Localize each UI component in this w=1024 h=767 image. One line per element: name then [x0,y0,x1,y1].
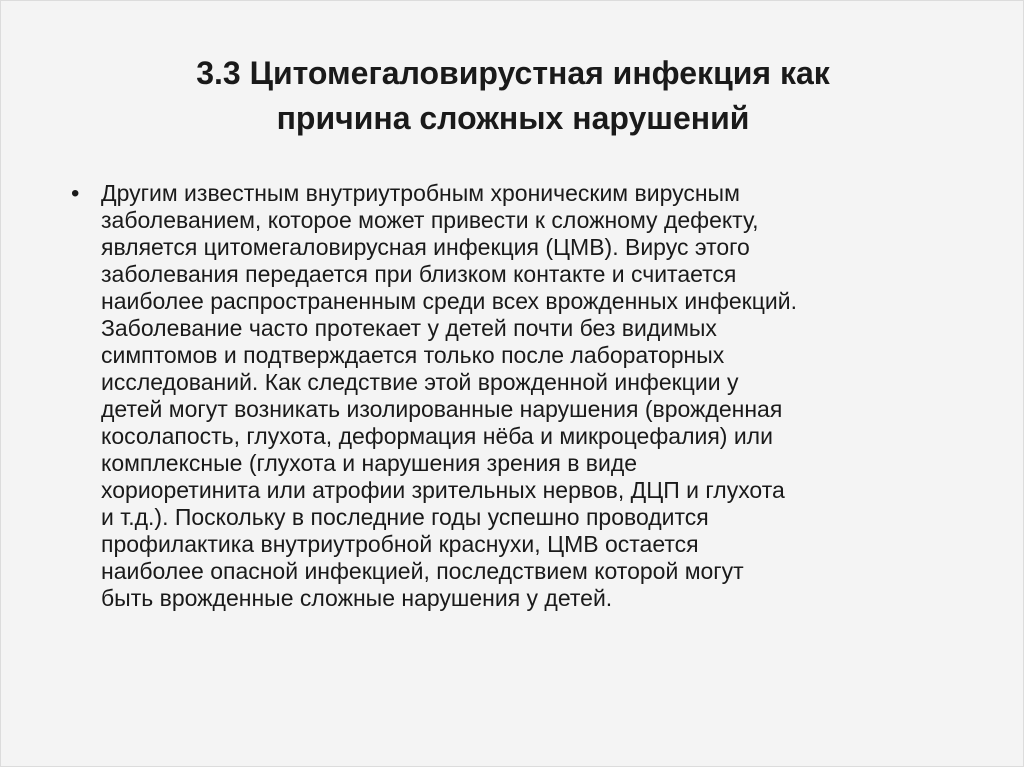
paragraph-line-6: Заболевание часто протекает у детей почти без видимых [101,315,717,341]
paragraph-line-1: Другим известным внутриутробным хроническим вирусным [101,180,740,206]
paragraph-line-3: является цитомегаловирусная инфекция (ЦМВ). Вирус этого [101,234,750,260]
bullet-dot-icon: • [71,180,80,207]
bullet-item [71,180,971,612]
paragraph-line-7: симптомов и подтверждается только после лабораторных [101,342,725,368]
paragraph-line-14: профилактика внутриутробной краснухи, ЦМВ остается [101,531,699,557]
paragraph-line-11: комплексные (глухота и нарушения зрения в виде [101,450,638,476]
paragraph-line-2: заболеванием, которое может привести к сложному дефекту, [101,207,759,233]
slide-title-line-2: причина сложных нарушений [276,100,750,136]
bullet-list [71,180,971,612]
slide-title-line-1: 3.3 Цитомегаловирустная инфекция как [196,55,830,91]
paragraph-line-5: наиболее распространенным среди всех врожденных инфекций. [101,288,797,314]
paragraph-line-16: быть врожденные сложные нарушения у детей. [101,585,613,611]
paragraph-line-4: заболевания передается при близком контакте и считается [101,261,737,287]
bullet-paragraph [101,180,971,612]
paragraph-line-15: наиболее опасной инфекцией, последствием которой могут [101,558,744,584]
paragraph-line-9: детей могут возникать изолированные нарушения (врожденная [101,396,783,422]
paragraph-line-13: и т.д.). Поскольку в последние годы успешно проводится [101,504,709,530]
slide-title [41,51,985,141]
paragraph-line-12: хориоретинита или атрофии зрительных нервов, ДЦП и глухота [101,477,785,503]
paragraph-line-10: косолапость, глухота, деформация нёба и микроцефалия) или [101,423,773,449]
paragraph-line-8: исследований. Как следствие этой врожденной инфекции у [101,369,739,395]
